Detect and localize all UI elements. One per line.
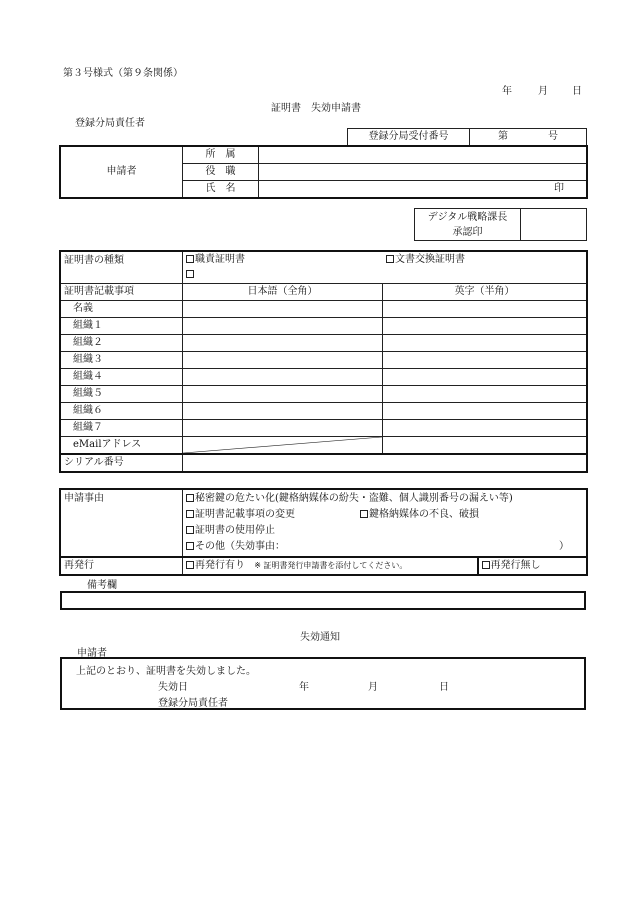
applicant-label: 申請者 <box>61 147 183 198</box>
diagonal-line <box>183 437 382 453</box>
checkbox-icon[interactable] <box>186 561 194 569</box>
table-row <box>61 352 587 369</box>
reissue-no-cell <box>478 557 587 575</box>
date-month-label: 月 <box>538 86 548 97</box>
row-label-org4: 組織４ <box>61 369 183 386</box>
notice-body: 上記のとおり、証明書を失効しました。 <box>76 666 256 677</box>
approval-table <box>414 208 587 241</box>
type-option-doc-exchange-cert[interactable]: 文書交換証明書 <box>386 253 465 267</box>
reissue-yes-cell <box>183 557 478 575</box>
table-row <box>61 335 587 352</box>
receipt-number-label: 登録分局受付番号 <box>348 129 470 146</box>
seal-mark: 印 <box>554 183 564 194</box>
org3-japanese-field[interactable] <box>183 352 383 369</box>
row-label-org1: 組織１ <box>61 318 183 335</box>
serial-number-label: シリアル番号 <box>61 454 183 472</box>
revocation-date-label: 失効日 <box>158 682 188 693</box>
org5-english-field[interactable] <box>383 386 587 403</box>
reissue-label: 再発行 <box>61 557 183 575</box>
serial-number-field[interactable] <box>183 454 587 472</box>
reason-option-suspend-use[interactable]: 証明書の使用停止 <box>186 523 583 539</box>
reason-table <box>60 489 587 575</box>
email-english-field[interactable] <box>383 437 587 455</box>
items-label: 証明書記載事項 <box>61 284 183 301</box>
table-row <box>61 369 587 386</box>
holder-japanese-field[interactable] <box>183 301 383 318</box>
name-field[interactable] <box>259 181 587 198</box>
certificate-table <box>60 251 587 472</box>
remarks-field[interactable] <box>60 591 586 610</box>
certificate-type-options <box>183 252 587 284</box>
row-label-org3: 組織３ <box>61 352 183 369</box>
org2-english-field[interactable] <box>383 335 587 352</box>
table-row <box>61 403 587 420</box>
table-row <box>61 386 587 403</box>
reason-options <box>183 490 587 558</box>
org3-english-field[interactable] <box>383 352 587 369</box>
org5-japanese-field[interactable] <box>183 386 383 403</box>
affiliation-label: 所 属 <box>183 147 259 164</box>
reissue-option-no[interactable]: 再発行無し <box>482 560 541 571</box>
receipt-table <box>347 128 587 146</box>
col-english-header: 英字（半角） <box>383 284 587 301</box>
approval-label <box>415 209 521 241</box>
receipt-number-prefix: 第 <box>498 131 508 142</box>
checkbox-icon[interactable] <box>186 542 194 550</box>
org6-japanese-field[interactable] <box>183 403 383 420</box>
checkbox-icon[interactable] <box>360 510 368 518</box>
receipt-number-suffix: 号 <box>548 131 558 142</box>
revocation-date-month: 月 <box>368 682 378 693</box>
table-row <box>61 420 587 437</box>
date-day-label: 日 <box>572 86 582 97</box>
reason-option-media-defect[interactable]: 鍵格納媒体の不良、破損 <box>360 507 479 523</box>
row-label-org5: 組織５ <box>61 386 183 403</box>
row-label-org6: 組織６ <box>61 403 183 420</box>
type-option-job-cert[interactable]: 職責証明書 <box>186 254 245 265</box>
checkbox-icon[interactable] <box>482 561 490 569</box>
reason-label: 申請事由 <box>61 490 183 558</box>
checkbox-icon[interactable] <box>186 510 194 518</box>
type-option-other-checkbox[interactable] <box>186 270 194 278</box>
table-row <box>61 301 587 318</box>
page-title: 証明書 失効申請書 <box>271 103 361 114</box>
org4-english-field[interactable] <box>383 369 587 386</box>
notice-recipient: 申請者 <box>77 648 107 659</box>
form-number: 第３号様式（第９条関係） <box>63 68 183 79</box>
approval-label-line1: デジタル戦略課長 <box>427 211 508 223</box>
reason-option-content-change[interactable]: 証明書記載事項の変更 <box>186 509 295 520</box>
org6-english-field[interactable] <box>383 403 587 420</box>
org7-japanese-field[interactable] <box>183 420 383 437</box>
applicant-table <box>60 146 587 198</box>
receipt-number-field[interactable] <box>470 129 587 146</box>
notice-title: 失効通知 <box>300 632 340 643</box>
reason-option-other[interactable]: その他（失効事由： ） <box>186 539 583 555</box>
name-label: 氏 名 <box>183 181 259 198</box>
row-label-org7: 組織７ <box>61 420 183 437</box>
org1-japanese-field[interactable] <box>183 318 383 335</box>
row-label-org2: 組織２ <box>61 335 183 352</box>
position-label: 役 職 <box>183 164 259 181</box>
position-field[interactable] <box>259 164 587 181</box>
notice-box <box>60 657 586 710</box>
approval-label-line2: 承認印 <box>452 226 483 238</box>
email-japanese-na-cell <box>183 437 383 455</box>
col-japanese-header: 日本語（全角） <box>183 284 383 301</box>
approval-stamp-field[interactable] <box>521 209 587 241</box>
remarks-label: 備考欄 <box>87 580 117 591</box>
org1-english-field[interactable] <box>383 318 587 335</box>
reason-option-key-compromise[interactable]: 秘密鍵の危たい化(鍵格納媒体の紛失・盗難、個人識別番号の漏えい等) <box>186 491 583 507</box>
table-row <box>61 318 587 335</box>
table-row <box>61 437 587 455</box>
addressee: 登録分局責任者 <box>75 118 145 129</box>
org7-english-field[interactable] <box>383 420 587 437</box>
reissue-note: ※ 証明書発行申請書を添付してください。 <box>254 561 408 570</box>
row-label-holder: 名義 <box>61 301 183 318</box>
checkbox-icon[interactable] <box>186 526 194 534</box>
notice-officer: 登録分局責任者 <box>158 698 228 709</box>
revocation-date-day: 日 <box>439 682 449 693</box>
org2-japanese-field[interactable] <box>183 335 383 352</box>
date-year-label: 年 <box>502 86 512 97</box>
reissue-option-yes[interactable]: 再発行有り <box>186 560 245 571</box>
affiliation-field[interactable] <box>259 147 587 164</box>
checkbox-icon[interactable] <box>186 494 194 502</box>
other-reason-close-paren: ） <box>559 541 569 552</box>
row-label-email: eMailアドレス <box>61 437 183 455</box>
checkbox-icon[interactable] <box>186 255 194 263</box>
checkbox-icon[interactable] <box>386 255 394 263</box>
revocation-date-year: 年 <box>299 682 309 693</box>
holder-english-field[interactable] <box>383 301 587 318</box>
org4-japanese-field[interactable] <box>183 369 383 386</box>
certificate-type-label: 証明書の種類 <box>61 252 183 284</box>
